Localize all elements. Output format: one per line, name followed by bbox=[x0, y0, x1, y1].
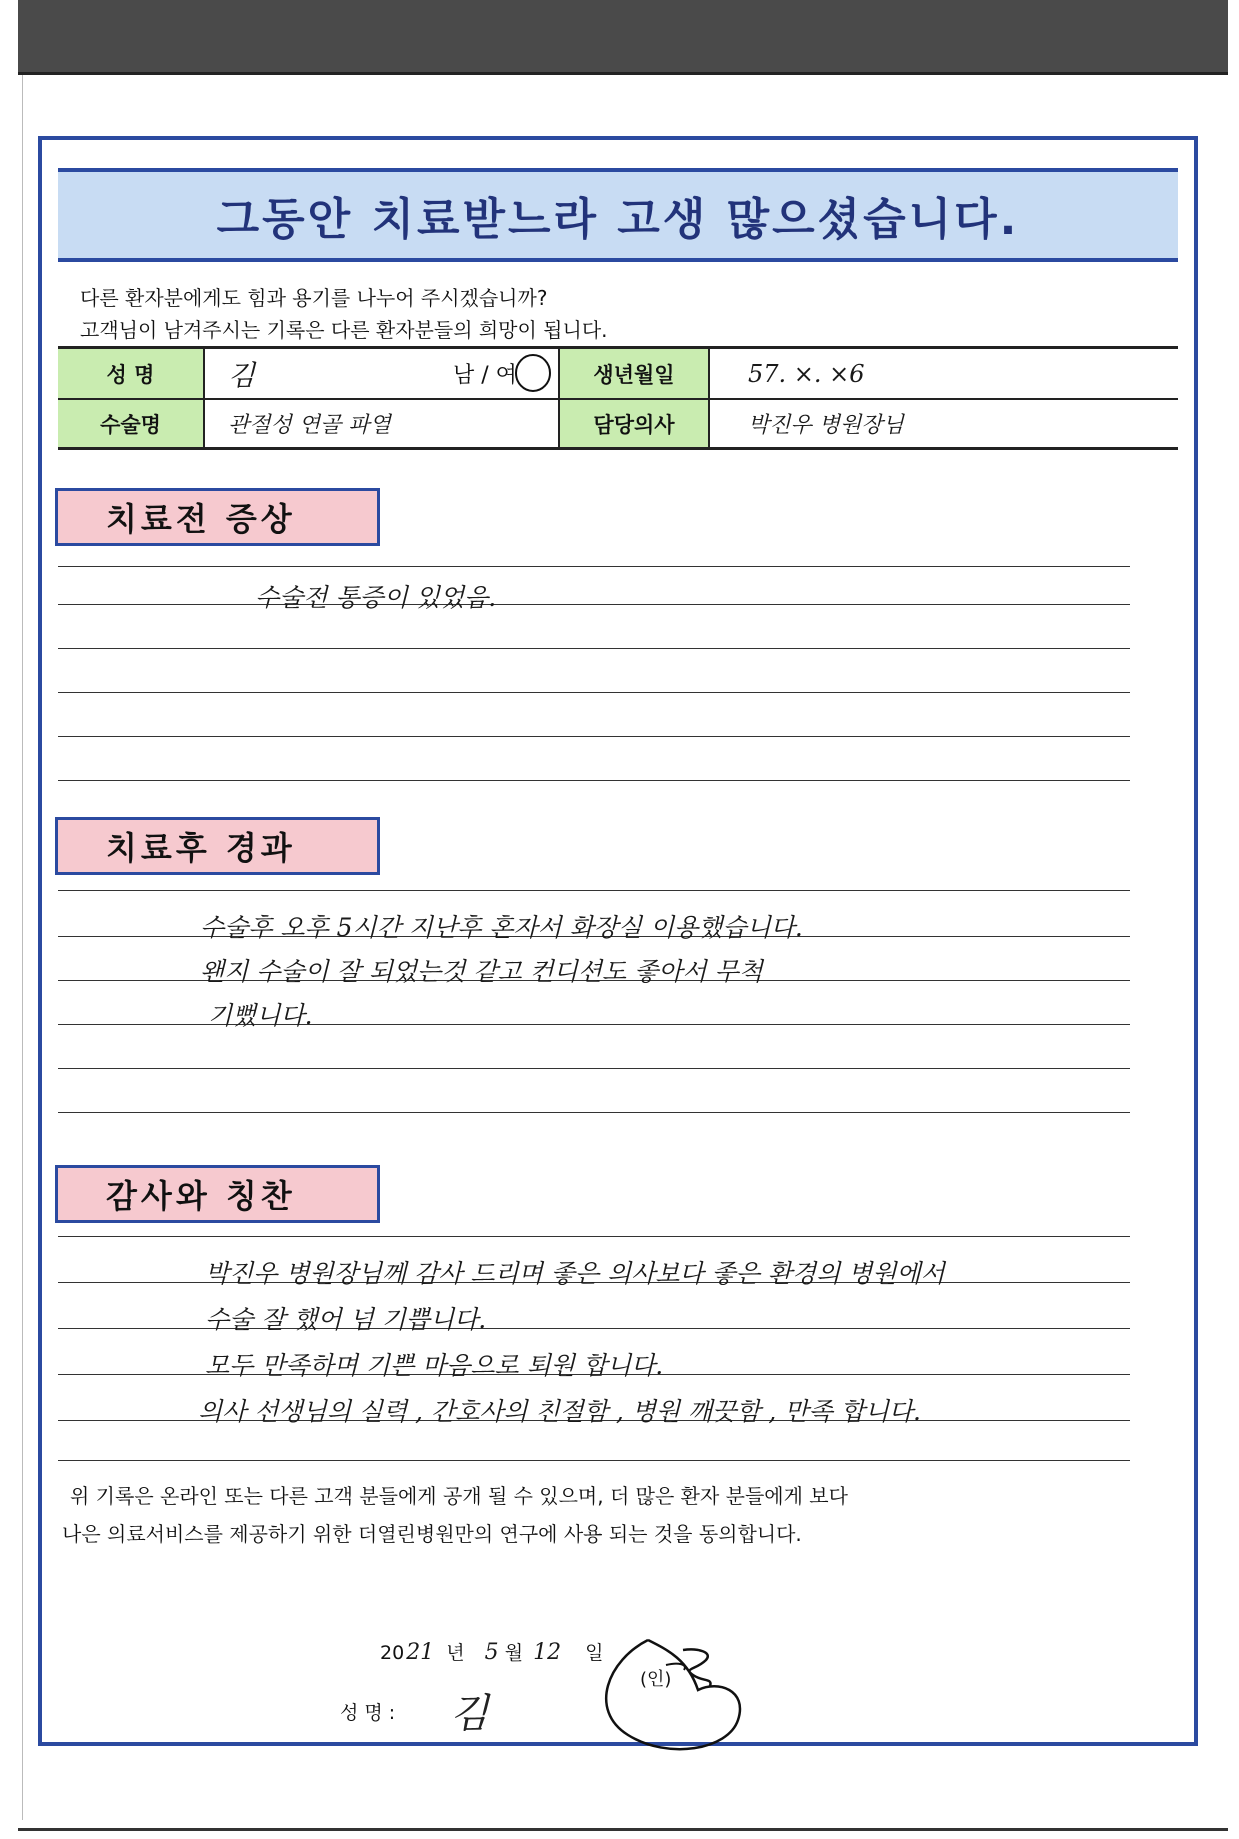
title-band bbox=[58, 168, 1178, 262]
writing-line bbox=[58, 1460, 1130, 1461]
date-month-label: 월 bbox=[504, 1642, 524, 1664]
surgery-label: 수술명 bbox=[58, 400, 203, 447]
before-treatment-heading: 치료전 증상 bbox=[55, 488, 380, 546]
doctor-label: 담당의사 bbox=[560, 400, 708, 447]
date-year: 21 bbox=[406, 1640, 435, 1665]
writing-line bbox=[58, 890, 1130, 891]
intro-line-2: 고객님이 남겨주시는 기록은 다른 환자분들의 희망이 됩니다. bbox=[80, 318, 608, 342]
gender-circle-mark bbox=[513, 352, 553, 394]
writing-line bbox=[58, 566, 1130, 567]
date-day-label: 일 bbox=[585, 1642, 604, 1664]
after-treatment-heading: 치료후 경과 bbox=[55, 817, 380, 875]
writing-line bbox=[58, 604, 1130, 605]
table-divider bbox=[203, 349, 205, 447]
consent-line-1: 위 기록은 온라인 또는 다른 고객 분들에게 공개 될 수 있으며, 더 많은 환자 분들에게 보다 bbox=[70, 1484, 848, 1508]
patient-info-table bbox=[58, 346, 1178, 450]
handwritten-signature bbox=[588, 1620, 788, 1760]
birth-label: 생년월일 bbox=[560, 349, 708, 398]
date-year-label: 년 bbox=[446, 1642, 465, 1664]
gender-options: 남 / 여 bbox=[453, 363, 517, 388]
table-divider bbox=[708, 349, 710, 447]
date-day: 12 bbox=[533, 1640, 562, 1665]
after-text-line: 왠지 수술이 잘 되었는것 같고 컨디션도 좋아서 무척 bbox=[200, 957, 763, 986]
writing-line bbox=[58, 692, 1130, 693]
date-line bbox=[380, 1638, 604, 1665]
writing-line bbox=[58, 1068, 1130, 1069]
writing-line bbox=[58, 736, 1130, 737]
date-prefix: 20 bbox=[380, 1642, 405, 1664]
thanks-text-line: 모두 만족하며 기쁜 마음으로 퇴원 합니다. bbox=[205, 1351, 664, 1380]
before-text-line: 수술전 통증이 있었음. bbox=[255, 583, 497, 612]
scan-top-bar bbox=[18, 0, 1228, 72]
scan-top-edge bbox=[18, 72, 1228, 75]
signature-label: 성 명 : bbox=[340, 1702, 396, 1724]
doctor-value: 박진우 병원장님 bbox=[748, 413, 904, 438]
surgery-value: 관절성 연골 파열 bbox=[228, 413, 391, 438]
form-title: 그동안 치료받느라 고생 많으셨습니다. bbox=[216, 194, 1020, 245]
name-label: 성 명 bbox=[58, 349, 203, 398]
name-value: 김 bbox=[228, 358, 256, 392]
after-text-line: 기뻤니다. bbox=[208, 1001, 313, 1030]
writing-line bbox=[58, 1112, 1130, 1113]
date-month: 5 bbox=[484, 1640, 499, 1665]
signature-name: 김 bbox=[450, 1691, 489, 1737]
thanks-text-line: 박진우 병원장님께 감사 드리며 좋은 의사보다 좋은 환경의 병원에서 bbox=[205, 1259, 945, 1288]
writing-line bbox=[58, 1236, 1130, 1237]
thanks-heading: 감사와 칭찬 bbox=[55, 1165, 380, 1223]
birth-value: 57. ×. ×6 bbox=[748, 359, 865, 388]
thanks-text-line: 수술 잘 했어 넘 기쁩니다. bbox=[205, 1305, 487, 1334]
intro-line-1: 다른 환자분에게도 힘과 용기를 나누어 주시겠습니까? bbox=[80, 286, 548, 310]
consent-line-2: 나은 의료서비스를 제공하기 위한 더열린병원만의 연구에 사용 되는 것을 동의합니다. bbox=[62, 1522, 802, 1546]
thanks-text-line: 의사 선생님의 실력 , 간호사의 친절함 , 병원 깨끗함 , 만족 합니다. bbox=[198, 1397, 921, 1426]
page-left-edge bbox=[22, 75, 23, 1820]
writing-line bbox=[58, 648, 1130, 649]
writing-line bbox=[58, 780, 1130, 781]
after-text-line: 수술후 오후 5시간 지난후 혼자서 화장실 이용했습니다. bbox=[200, 913, 803, 942]
seal-label: (인) bbox=[640, 1669, 672, 1690]
scan-bottom-edge bbox=[18, 1828, 1228, 1831]
